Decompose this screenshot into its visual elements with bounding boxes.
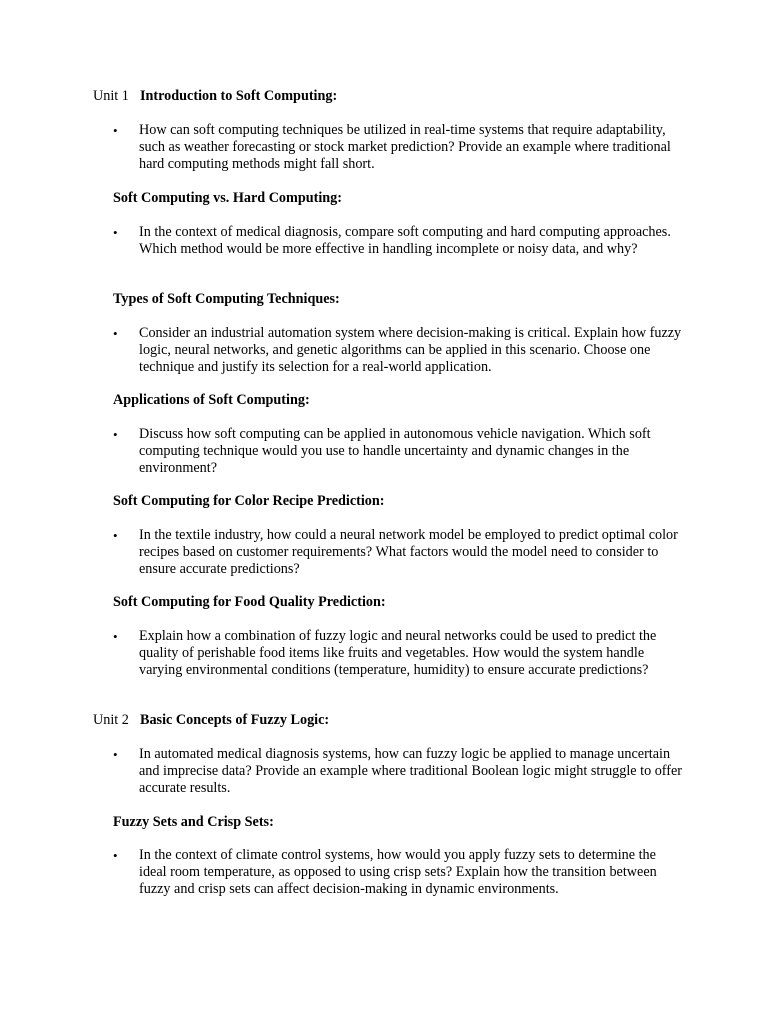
unit-2-heading [93, 712, 329, 729]
question-text: Explain how a combination of fuzzy logic and neural networks could be used to predict the quality of perishable food items like fruits and vegetables. How would the system handle varying environmental conditions (temperature, humidity) to ensure accurate predictions? [139, 628, 657, 678]
section-heading: Soft Computing for Color Recipe Prediction: [113, 493, 385, 509]
bullet-icon: • [113, 326, 118, 341]
bullet-icon: • [113, 747, 118, 762]
unit-label: Unit 1 [93, 88, 129, 104]
bullet-icon: • [113, 848, 118, 863]
bullet-icon: • [113, 123, 118, 138]
question-text: How can soft computing techniques be utilized in real-time systems that require adaptability, such as weather forecasting or stock market prediction? Provide an example where traditional hard computing methods might fall short. [139, 122, 671, 172]
section-heading: Soft Computing for Food Quality Prediction: [113, 594, 386, 610]
question-text: In the context of climate control systems, how would you apply fuzzy sets to determine the ideal room temperature, as opposed to using crisp sets? Explain how the transition between fuzzy and crisp sets can affect decision-making in dynamic environments. [139, 847, 657, 897]
section-heading: Applications of Soft Computing: [113, 392, 310, 408]
unit-title: Introduction to Soft Computing: [140, 88, 338, 104]
bullet-icon: • [113, 528, 118, 543]
bullet-icon: • [113, 427, 118, 442]
unit-label: Unit 2 [93, 712, 129, 728]
question-text: In the textile industry, how could a neural network model be employed to predict optimal color recipes based on customer requirements? What factors would the model need to consider to ensure accurate predictions? [139, 527, 678, 577]
bullet-icon: • [113, 225, 118, 240]
section-heading: Soft Computing vs. Hard Computing: [113, 190, 343, 206]
question-text: Discuss how soft computing can be applied in autonomous vehicle navigation. Which soft computing technique would you use to handle uncertainty and dynamic changes in the environment? [139, 426, 651, 476]
unit-1-heading [93, 88, 337, 105]
question-text: In automated medical diagnosis systems, how can fuzzy logic be applied to manage uncertain and imprecise data? Provide an example where traditional Boolean logic might struggle to offer accurate results. [139, 746, 683, 796]
bullet-icon: • [113, 629, 118, 644]
unit-title: Basic Concepts of Fuzzy Logic: [140, 712, 330, 728]
section-heading: Fuzzy Sets and Crisp Sets: [113, 814, 274, 830]
question-text: Consider an industrial automation system where decision-making is critical. Explain how fuzzy logic, neural networks, and genetic algorithms can be applied in this scenario. Choose one technique and justify its selection for a real-world application. [139, 325, 682, 375]
section-heading: Types of Soft Computing Techniques: [113, 291, 340, 307]
question-text: In the context of medical diagnosis, compare soft computing and hard computing approaches. Which method would be more effective in handling incomplete or noisy data, and why? [139, 224, 671, 257]
